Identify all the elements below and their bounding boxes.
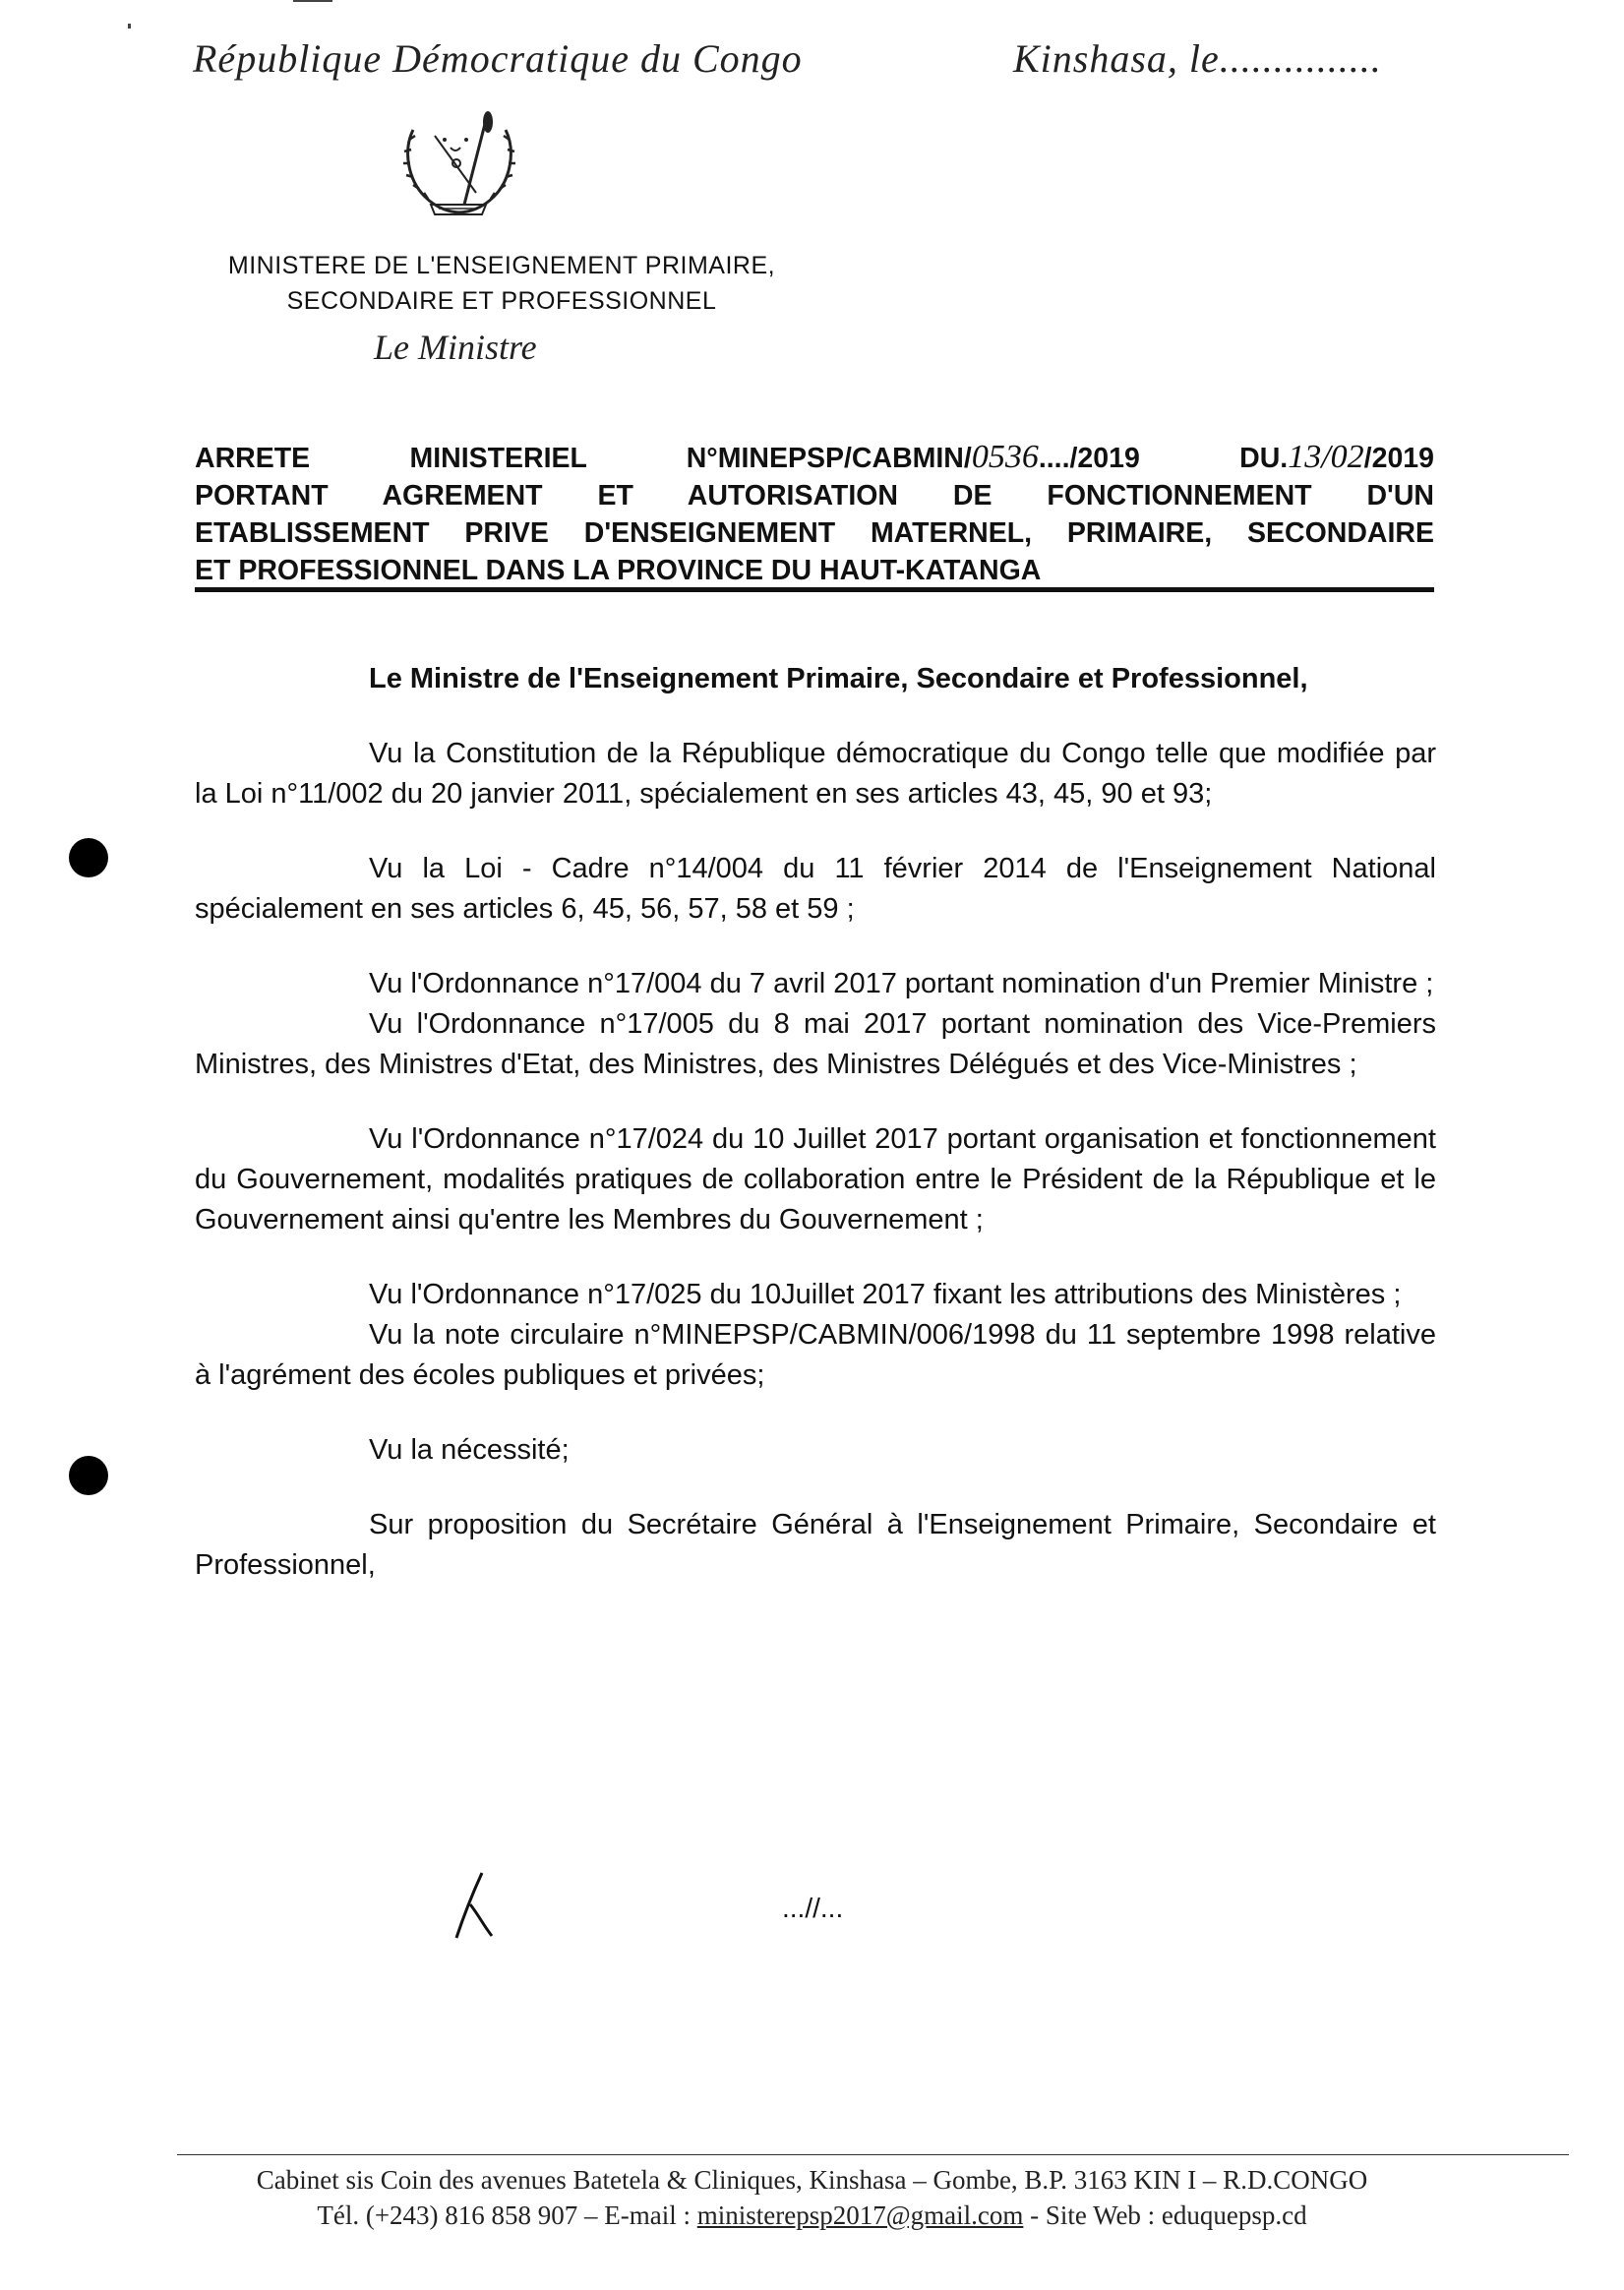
decree-number-dots: ....: [1038, 443, 1070, 474]
punch-hole: [69, 1456, 108, 1495]
decree-title: [195, 439, 1434, 589]
le-ministre-script: Le Ministre: [374, 328, 537, 367]
footer-email-link[interactable]: ministerepsp2017@gmail.com: [696, 2200, 1024, 2230]
footer-address: Cabinet sis Coin des avenues Batetela & Cliniques, Kinshasa – Gombe, B.P. 3163 KIN I – R.D.CONGO: [256, 2165, 1368, 2195]
handwritten-initial-mark: [452, 1869, 502, 1940]
opening-statement: Le Ministre de l'Enseignement Primaire, Secondaire et Professionnel,: [369, 663, 1308, 694]
consideration-necessite: Vu la nécessité;: [369, 1434, 570, 1466]
continuation-marker: ...//...: [782, 1893, 844, 1923]
punch-hole: [69, 838, 108, 877]
decree-number-handwritten: 0536: [971, 439, 1039, 475]
consideration-ordonnance-024: Vu l'Ordonnance n°17/024 du 10 Juillet 2017 portant organisation et fonctionnement du Gouvernement, modalités pratiques de collaboration entre le Président de la République et le Gouvernement ainsi qu'entre les Membres du Gouvernement ;: [195, 1123, 1436, 1235]
footer: [118, 2162, 1506, 2233]
scan-artifact-tick: [128, 24, 131, 29]
decree-title-line-4: ET PROFESSIONNEL DANS LA PROVINCE DU HAUT-KATANGA: [195, 555, 1042, 586]
consideration-ordonnance-025: Vu l'Ordonnance n°17/025 du 10Juillet 2017 fixant les attributions des Ministères ;: [369, 1279, 1402, 1310]
decree-body: [195, 659, 1436, 1586]
title-underline-rule: [195, 587, 1434, 592]
ministry-line-1: MINISTERE DE L'ENSEIGNEMENT PRIMAIRE,: [227, 252, 776, 279]
consideration-note-circulaire: Vu la note circulaire n°MINEPSP/CABMIN/006/1998 du 11 septembre 1998 relative à l'agrément des écoles publiques et privées;: [195, 1319, 1436, 1391]
decree-title-line-1: [195, 439, 1434, 477]
footer-phone: Tél. (+243) 816 858 907 – E-mail :: [317, 2200, 697, 2230]
proposition-secretaire-general: Sur proposition du Secrétaire Général à l'Enseignement Primaire, Secondaire et Professionnel,: [195, 1509, 1436, 1581]
footer-website: - Site Web : eduquepsp.cd: [1023, 2200, 1307, 2230]
city-date-line: Kinshasa, le...............: [1013, 36, 1382, 81]
ministry-heading: [197, 248, 807, 319]
decree-title-line-3: ETABLISSEMENT PRIVE D'ENSEIGNEMENT MATERNEL, PRIMAIRE, SECONDAIRE: [195, 517, 1434, 549]
scan-artifact-line: [293, 0, 332, 2]
consideration-ordonnance-004: Vu l'Ordonnance n°17/004 du 7 avril 2017 portant nomination d'un Premier Ministre ;: [369, 968, 1434, 999]
consideration-loi-cadre: Vu la Loi - Cadre n°14/004 du 11 février 2014 de l'Enseignement National spécialement en ses articles 6, 45, 56, 57, 58 et 59 ;: [195, 853, 1436, 925]
decree-date-handwritten: 13/02: [1288, 439, 1364, 475]
congo-coat-of-arms-emblem: [395, 110, 523, 226]
decree-year: /2019: [1069, 443, 1140, 474]
footer-rule: [177, 2154, 1569, 2155]
decree-du-label: DU.: [1239, 443, 1289, 474]
decree-date-year: /2019: [1363, 443, 1434, 474]
consideration-constitution: Vu la Constitution de la République démocratique du Congo telle que modifiée par la Loi n°11/002 du 20 janvier 2011, spécialement en ses articles 43, 45, 90 et 93;: [195, 738, 1436, 810]
consideration-ordonnance-005: Vu l'Ordonnance n°17/005 du 8 mai 2017 portant nomination des Vice-Premiers Ministres, des Ministres d'Etat, des Ministres, des Ministres Délégués et des Vice-Ministres ;: [195, 1008, 1436, 1080]
footer-contact: [118, 2198, 1506, 2233]
decree-number-prefix: ARRETE MINISTERIEL N°MINEPSP/CABMIN/: [195, 443, 972, 474]
republic-heading: République Démocratique du Congo: [193, 36, 803, 81]
ministry-line-2: SECONDAIRE ET PROFESSIONNEL: [286, 287, 717, 315]
decree-title-line-2: PORTANT AGREMENT ET AUTORISATION DE FONCTIONNEMENT D'UN: [195, 480, 1434, 512]
